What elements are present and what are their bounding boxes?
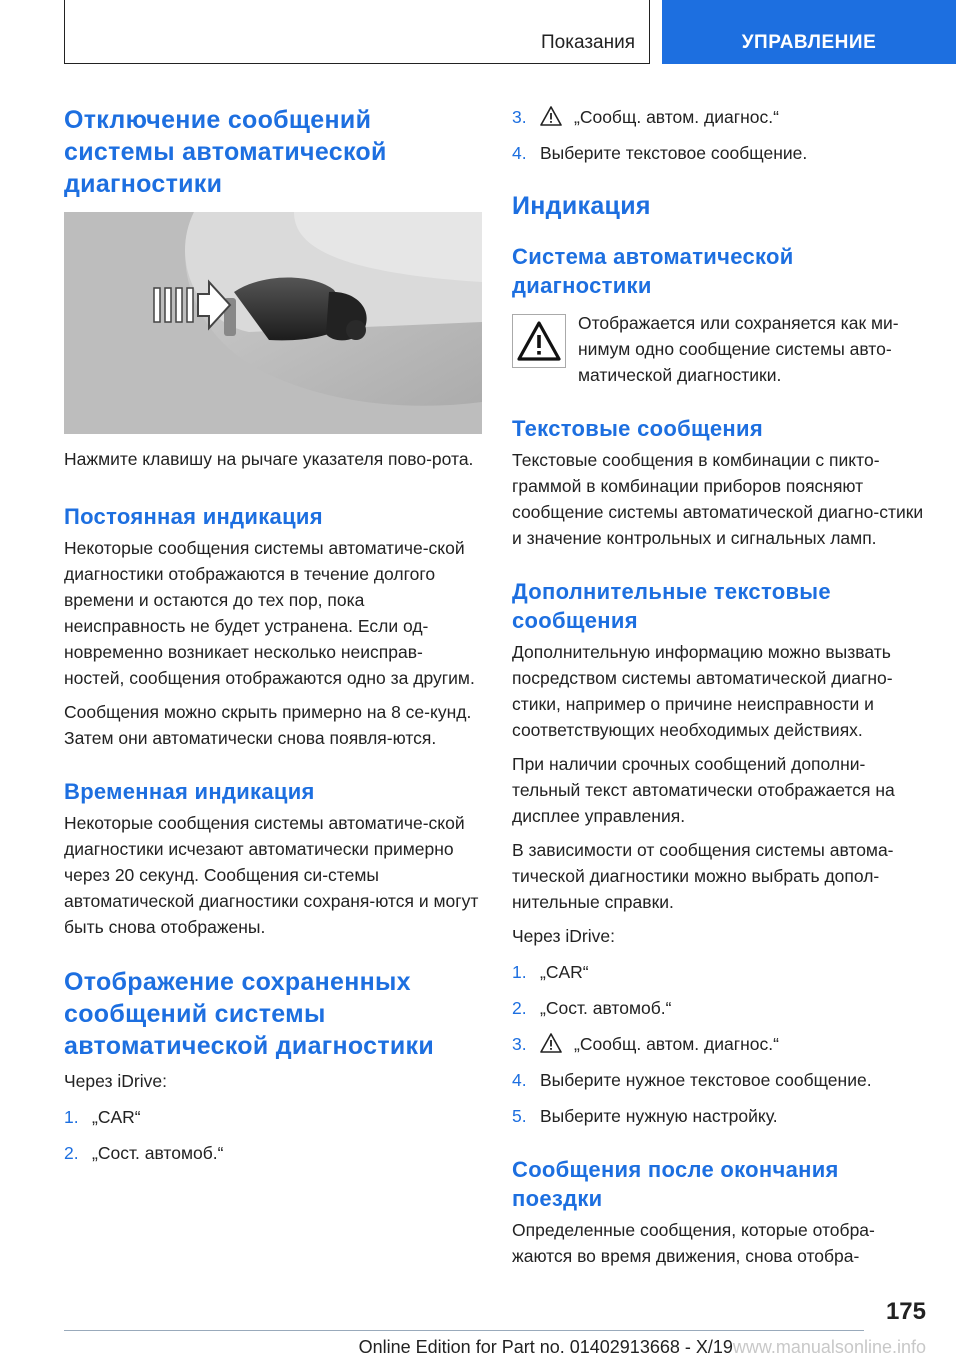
warning-note-text: Отображается или сохраняется как ми-нимум одно сообщение системы авто-матической диагностики. [578, 313, 899, 385]
list-item [512, 1103, 930, 1129]
list-item [512, 140, 930, 166]
list-item [512, 104, 930, 130]
footer-edition [359, 1337, 926, 1358]
step-number: 2. [64, 1143, 79, 1163]
warning-note [512, 310, 930, 388]
lever-drawing [64, 212, 482, 434]
step-text: „CAR“ [92, 1107, 141, 1127]
continued-steps-list [512, 104, 930, 166]
step-number: 1. [512, 962, 527, 982]
step-number: 3. [512, 1034, 527, 1054]
header-chapter-label: УПРАВЛЕНИЕ [741, 32, 877, 53]
footer-edition-text: Online Edition for Part no. 01402913668 - X/19 [358, 1337, 733, 1357]
list-item [512, 1031, 930, 1057]
paragraph-temporary-1: Некоторые сообщения системы автоматиче-ской диагностики исчезают автоматически примерно через 20 секунд. Сообщения си-стемы автоматической диагностики сохраня-ются и могут быть снова отображены. [64, 813, 479, 937]
section-title-stored-messages: Отображение сохраненных сообщений системы автоматической диагностики [64, 968, 435, 1060]
right-column [512, 100, 930, 1269]
header-chapter-tab [662, 0, 956, 64]
paragraph-after-trip: Определенные сообщения, которые отобра-жаются во время движения, снова отобра- [512, 1220, 875, 1266]
additional-steps-list [512, 959, 930, 1129]
heading-messages-after-trip: Сообщения после окончания поездки [512, 1157, 839, 1211]
step-number: 4. [512, 1070, 527, 1090]
step-text: „Сообщ. автом. диагнос.“ [574, 1034, 779, 1054]
step-text: „CAR“ [540, 962, 589, 982]
list-item [512, 959, 930, 985]
step-number: 3. [512, 107, 527, 127]
step-number: 5. [512, 1106, 527, 1126]
step-number: 1. [64, 1107, 79, 1127]
footer-brand-watermark: www.manualsonline.info [732, 1337, 926, 1357]
section-title-disable-messages: Отключение сообщений системы автоматической диагностики [64, 106, 387, 198]
header-section-label: Показания [541, 32, 635, 53]
paragraph-additional-2: При наличии срочных сообщений дополни-тельный текст автоматически отображается на дисплее управления. [512, 754, 895, 826]
step-text: „Сост. автомоб.“ [92, 1143, 224, 1163]
section-title-indication: Индикация [512, 192, 651, 220]
step-number: 4. [512, 143, 527, 163]
header-section-tab [64, 0, 650, 64]
left-column [64, 100, 482, 1166]
footer-divider [64, 1330, 864, 1331]
page-number: 175 [885, 1298, 926, 1325]
step-text: Выберите нужную настройку. [540, 1106, 778, 1126]
warning-triangle-icon [517, 321, 561, 361]
paragraph-text-messages: Текстовые сообщения в комбинации с пикто-граммой в комбинации приборов поясняют сообщение системы автоматической диагно-стики и значение контрольных и сигнальных ламп. [512, 450, 924, 548]
heading-temporary-indication: Временная индикация [64, 779, 315, 804]
step-text: „Сост. автомоб.“ [540, 998, 672, 1018]
via-idrive-label: Через iDrive: [64, 1071, 167, 1091]
list-item [64, 1104, 482, 1130]
paragraph-permanent-1: Некоторые сообщения системы автоматиче-ской диагностики отображаются в течение долгого времени и остаются до тех пор, пока неисправность не будет устранена. Если од-новременно возникает несколько неисправ-ностей, сообщения отображаются одно за другим. [64, 538, 475, 688]
list-item [512, 995, 930, 1021]
stored-steps-list [64, 1104, 482, 1166]
turn-signal-lever-illustration [64, 212, 482, 434]
warning-triangle-icon [540, 106, 562, 126]
step-text: Выберите нужное текстовое сообщение. [540, 1070, 872, 1090]
warning-triangle-icon [540, 1033, 562, 1053]
warning-pictogram [512, 314, 566, 368]
step-number: 2. [512, 998, 527, 1018]
paragraph-additional-3: В зависимости от сообщения системы автома-тической диагностики можно выбрать допол-нительные справки. [512, 840, 894, 912]
paragraph-additional-1: Дополнительную информацию можно вызвать посредством системы автоматической диагно-стики, например о причине неисправности и соответствующих необходимых действиях. [512, 642, 893, 740]
image-caption: Нажмите клавишу на рычаге указателя пово-рота. [64, 449, 474, 469]
heading-additional-text-messages: Дополнительные текстовые сообщения [512, 579, 831, 633]
via-idrive-label: Через iDrive: [512, 926, 615, 946]
list-item [512, 1067, 930, 1093]
heading-auto-diagnosis-system: Система автоматической диагностики [512, 244, 794, 298]
list-item [64, 1140, 482, 1166]
heading-permanent-indication: Постоянная индикация [64, 504, 323, 529]
paragraph-permanent-2: Сообщения можно скрыть примерно на 8 се-кунд. Затем они автоматически снова появля-ются. [64, 702, 472, 748]
step-text: Выберите текстовое сообщение. [540, 143, 808, 163]
step-text: „Сообщ. автом. диагнос.“ [574, 107, 779, 127]
heading-text-messages: Текстовые сообщения [512, 416, 763, 441]
